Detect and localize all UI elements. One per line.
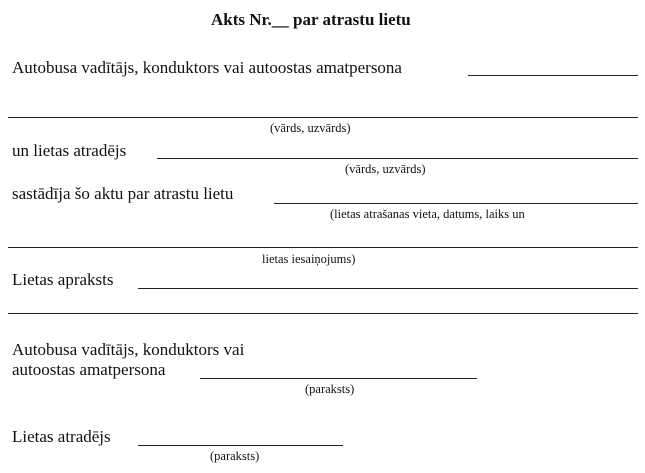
item-description-line-2[interactable] — [8, 313, 638, 314]
driver-signature-label-line2: autoostas amatpersona — [12, 360, 166, 379]
driver-name-line-2[interactable] — [8, 117, 638, 118]
finder-label: un lietas atradējs — [12, 141, 127, 160]
item-description-line[interactable] — [138, 288, 638, 289]
finder-name-line[interactable] — [157, 158, 638, 159]
form-title: Akts Nr.__ par atrastu lietu — [211, 10, 411, 29]
finder-signature-label: Lietas atradējs — [12, 427, 111, 446]
finder-name-hint: (vārds, uzvārds) — [345, 162, 426, 176]
find-details-line-2[interactable] — [8, 247, 638, 248]
item-description-label: Lietas apraksts — [12, 270, 114, 289]
driver-name-line[interactable] — [468, 75, 638, 76]
driver-signature-hint: (paraksts) — [305, 382, 355, 396]
act-compiled-label: sastādīja šo aktu par atrastu lietu — [12, 184, 234, 203]
find-details-hint: (lietas atrašanas vieta, datums, laiks un — [330, 207, 525, 221]
finder-signature-hint: (paraksts) — [210, 449, 260, 463]
driver-label: Autobusa vadītājs, konduktors vai autoostas amatpersona — [12, 58, 402, 77]
driver-signature-line[interactable] — [200, 378, 477, 379]
finder-signature-line[interactable] — [138, 445, 343, 446]
driver-signature-label-line1: Autobusa vadītājs, konduktors vai — [12, 340, 245, 359]
packaging-hint: lietas iesaiņojums) — [262, 252, 356, 266]
find-details-line[interactable] — [274, 203, 638, 204]
driver-name-hint: (vārds, uzvārds) — [270, 121, 351, 135]
